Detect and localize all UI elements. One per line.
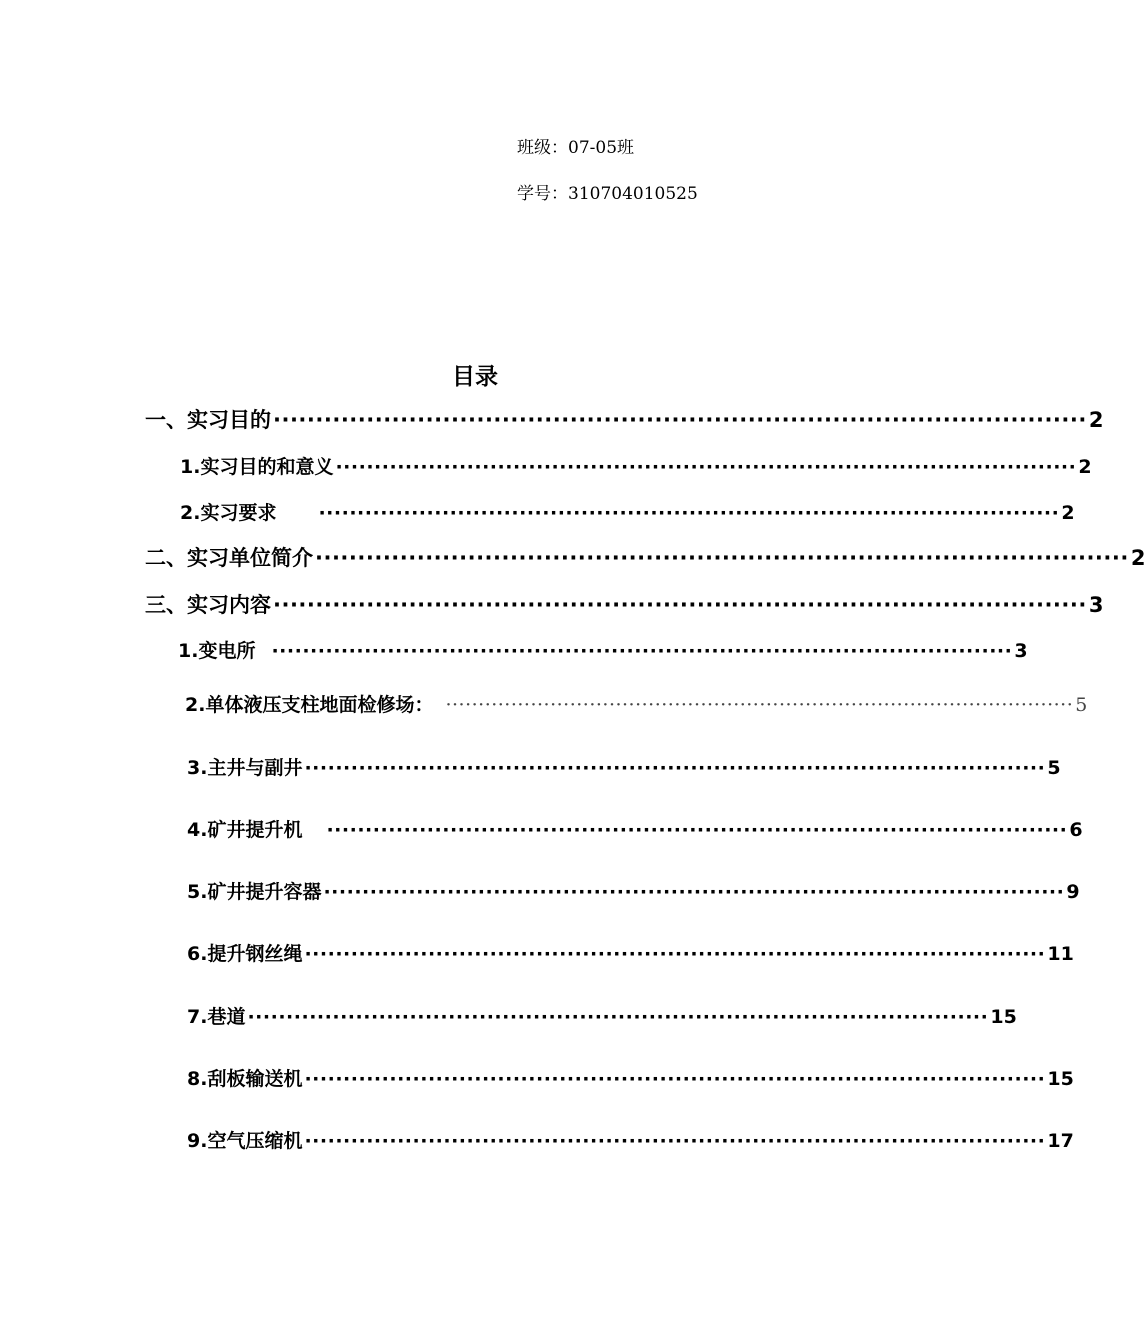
- toc-entry[interactable]: [145, 589, 1104, 619]
- toc-leader: ································································································: [304, 757, 1046, 779]
- toc-entry[interactable]: [187, 1126, 1074, 1153]
- toc-entry-page: 5: [1075, 694, 1088, 716]
- toc-entry[interactable]: [187, 877, 1080, 904]
- class-info: 班级：07-05班: [517, 138, 635, 158]
- toc-entry-page: 9: [1066, 881, 1080, 903]
- toc-entry-label: 4.矿井提升机: [187, 819, 303, 841]
- toc-entry-label: 2.单体液压支柱地面检修场：: [185, 694, 434, 716]
- toc-entry-page: 3: [1014, 640, 1028, 662]
- toc-entry-page: 15: [1047, 1068, 1074, 1090]
- toc-leader: ································································································: [273, 593, 1087, 617]
- toc-leader: ································································································: [247, 1006, 989, 1028]
- toc-leader: ································································································: [315, 546, 1129, 570]
- toc-leader: ································································································: [273, 408, 1087, 432]
- toc-entry[interactable]: [187, 815, 1083, 842]
- toc-entry[interactable]: [187, 753, 1061, 780]
- toc-entry-page: 17: [1047, 1130, 1074, 1152]
- toc-entry[interactable]: [187, 939, 1074, 966]
- toc-entry[interactable]: [145, 404, 1104, 434]
- toc-entry[interactable]: [178, 636, 1028, 663]
- toc-entry-label: 7.巷道: [187, 1006, 246, 1028]
- toc-entry-page: 2: [1078, 456, 1092, 478]
- toc-entry-page: 5: [1047, 757, 1061, 779]
- toc-entry[interactable]: [180, 452, 1092, 479]
- toc-entry-label: 二、实习单位简介: [145, 546, 313, 570]
- toc-leader: ································································································: [318, 502, 1060, 524]
- toc-entry[interactable]: [187, 1064, 1074, 1091]
- toc-entry-label: 9.空气压缩机: [187, 1130, 303, 1152]
- toc-leader: ································································································: [326, 819, 1068, 841]
- toc-entry[interactable]: [185, 690, 1088, 717]
- toc-leader: ································································································: [335, 456, 1077, 478]
- toc-entry-page: 2: [1088, 408, 1104, 432]
- toc-entry-label: 3.主井与副井: [187, 757, 303, 779]
- toc-entry-page: 15: [990, 1006, 1017, 1028]
- toc-entry-page: 2: [1061, 502, 1075, 524]
- student-id-info: 学号：310704010525: [517, 184, 698, 204]
- toc-leader: ································································································: [304, 1068, 1046, 1090]
- toc-entry-label: 三、实习内容: [145, 593, 271, 617]
- toc-leader: ································································································: [304, 1130, 1046, 1152]
- toc-entry-label: 6.提升钢丝绳: [187, 943, 303, 965]
- toc-leader: ································································································: [323, 881, 1065, 903]
- toc-entry[interactable]: [180, 498, 1075, 525]
- toc-entry-label: 一、实习目的: [145, 408, 271, 432]
- toc-entry-page: 2: [1130, 546, 1145, 570]
- toc-entry[interactable]: [187, 1002, 1017, 1029]
- toc-entry-page: 6: [1069, 819, 1083, 841]
- toc-entry-page: 3: [1088, 593, 1104, 617]
- toc-entry-label: 5.矿井提升容器: [187, 881, 322, 903]
- toc-leader: ································································································: [271, 640, 1013, 662]
- toc-entry-label: 1.变电所: [178, 640, 256, 662]
- toc-leader: ································································································: [304, 943, 1046, 965]
- toc-entry-page: 11: [1047, 943, 1074, 965]
- toc-entry[interactable]: [145, 542, 1145, 572]
- toc-entry-label: 8.刮板输送机: [187, 1068, 303, 1090]
- toc-title: 目录: [452, 364, 498, 390]
- toc-entry-label: 1.实习目的和意义: [180, 456, 334, 478]
- toc-leader: ································································································: [445, 694, 1074, 716]
- toc-entry-label: 2.实习要求: [180, 502, 277, 524]
